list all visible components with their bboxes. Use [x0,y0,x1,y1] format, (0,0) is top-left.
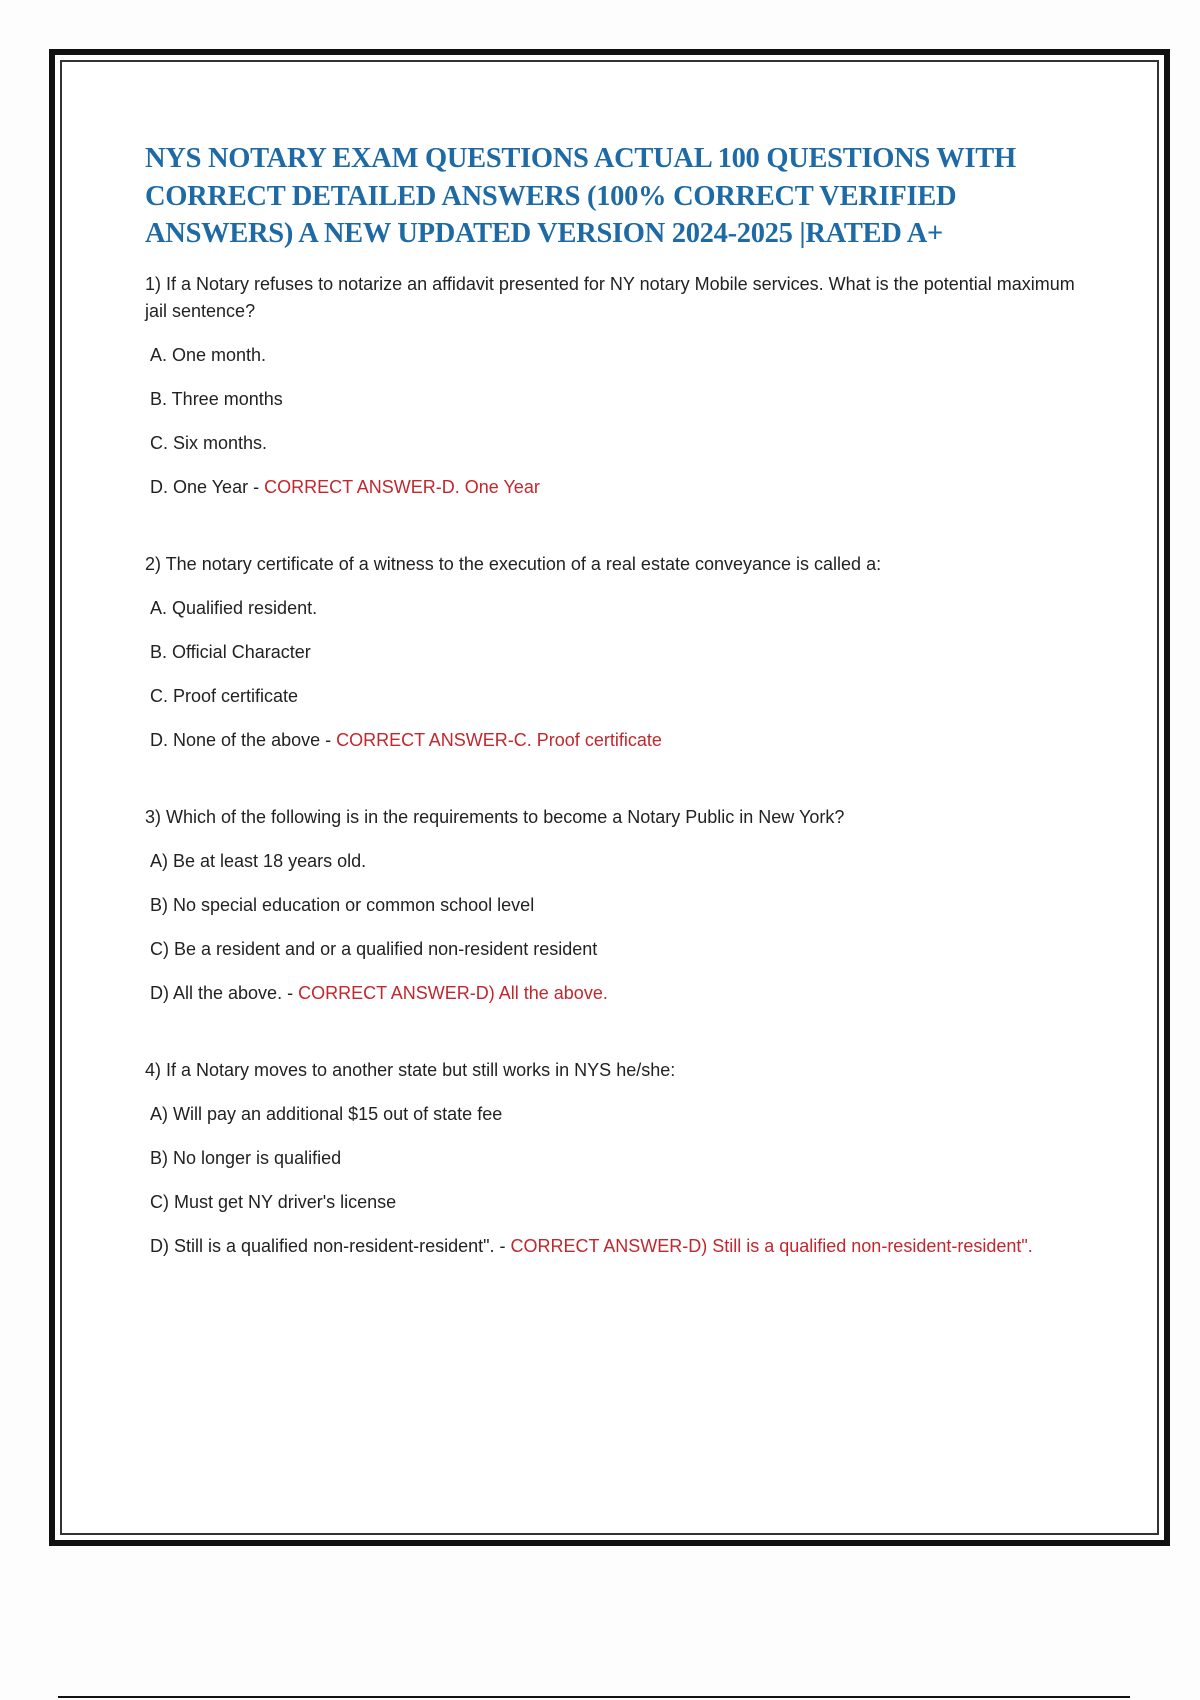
question-1 [145,271,1075,501]
correct-answer: CORRECT ANSWER-D) All the above. [298,982,608,1003]
option-d-text: D) Still is a qualified non-resident-resident". - [150,1235,511,1256]
option-b: B. Three months [150,388,283,409]
question-2 [145,551,1075,754]
option-d-text: D) All the above. - [150,982,299,1003]
option-b: B) No longer is qualified [150,1147,342,1168]
option-d-text: D. One Year - [150,476,265,497]
option-c: C) Must get NY driver's license [150,1191,397,1212]
correct-answer: CORRECT ANSWER-C. Proof certificate [336,729,662,750]
footer-rule [58,1696,1130,1698]
question-4 [145,1057,1075,1260]
question-text: 4) If a Notary moves to another state but still works in NYS he/she: [145,1059,676,1080]
question-3 [145,804,1075,1007]
option-a: A) Will pay an additional $15 out of state fee [150,1103,503,1124]
correct-answer: CORRECT ANSWER-D. One Year [264,476,540,497]
option-c: C. Six months. [150,432,268,453]
option-b: B) No special education or common school level [150,894,535,915]
question-text: 1) If a Notary refuses to notarize an affidavit presented for NY notary Mobile services. What is the potential maximum jail sentence? [145,273,1075,321]
option-d-text: D. None of the above - [150,729,337,750]
option-d [145,1233,1075,1260]
question-text: 2) The notary certificate of a witness to the execution of a real estate conveyance is called a: [145,553,882,574]
option-c: C. Proof certificate [150,685,299,706]
document-title: NYS NOTARY EXAM QUESTIONS ACTUAL 100 QUESTIONS WITH CORRECT DETAILED ANSWERS (100% CORRECT VERIFIED ANSWERS) A NEW UPDATED VERSION 2024-2025 |RATED A+ [145,143,1016,249]
option-b: B. Official Character [150,641,311,662]
document-body [145,140,1075,1310]
correct-answer: CORRECT ANSWER-D) Still is a qualified non-resident-resident". [510,1235,1033,1256]
option-c: C) Be a resident and or a qualified non-resident resident [150,938,598,959]
option-d [145,727,1075,754]
question-text: 3) Which of the following is in the requirements to become a Notary Public in New York? [145,806,845,827]
option-d [145,474,1075,501]
option-a: A. One month. [150,344,267,365]
option-d [145,980,1075,1007]
option-a: A) Be at least 18 years old. [150,850,367,871]
option-a: A. Qualified resident. [150,597,318,618]
